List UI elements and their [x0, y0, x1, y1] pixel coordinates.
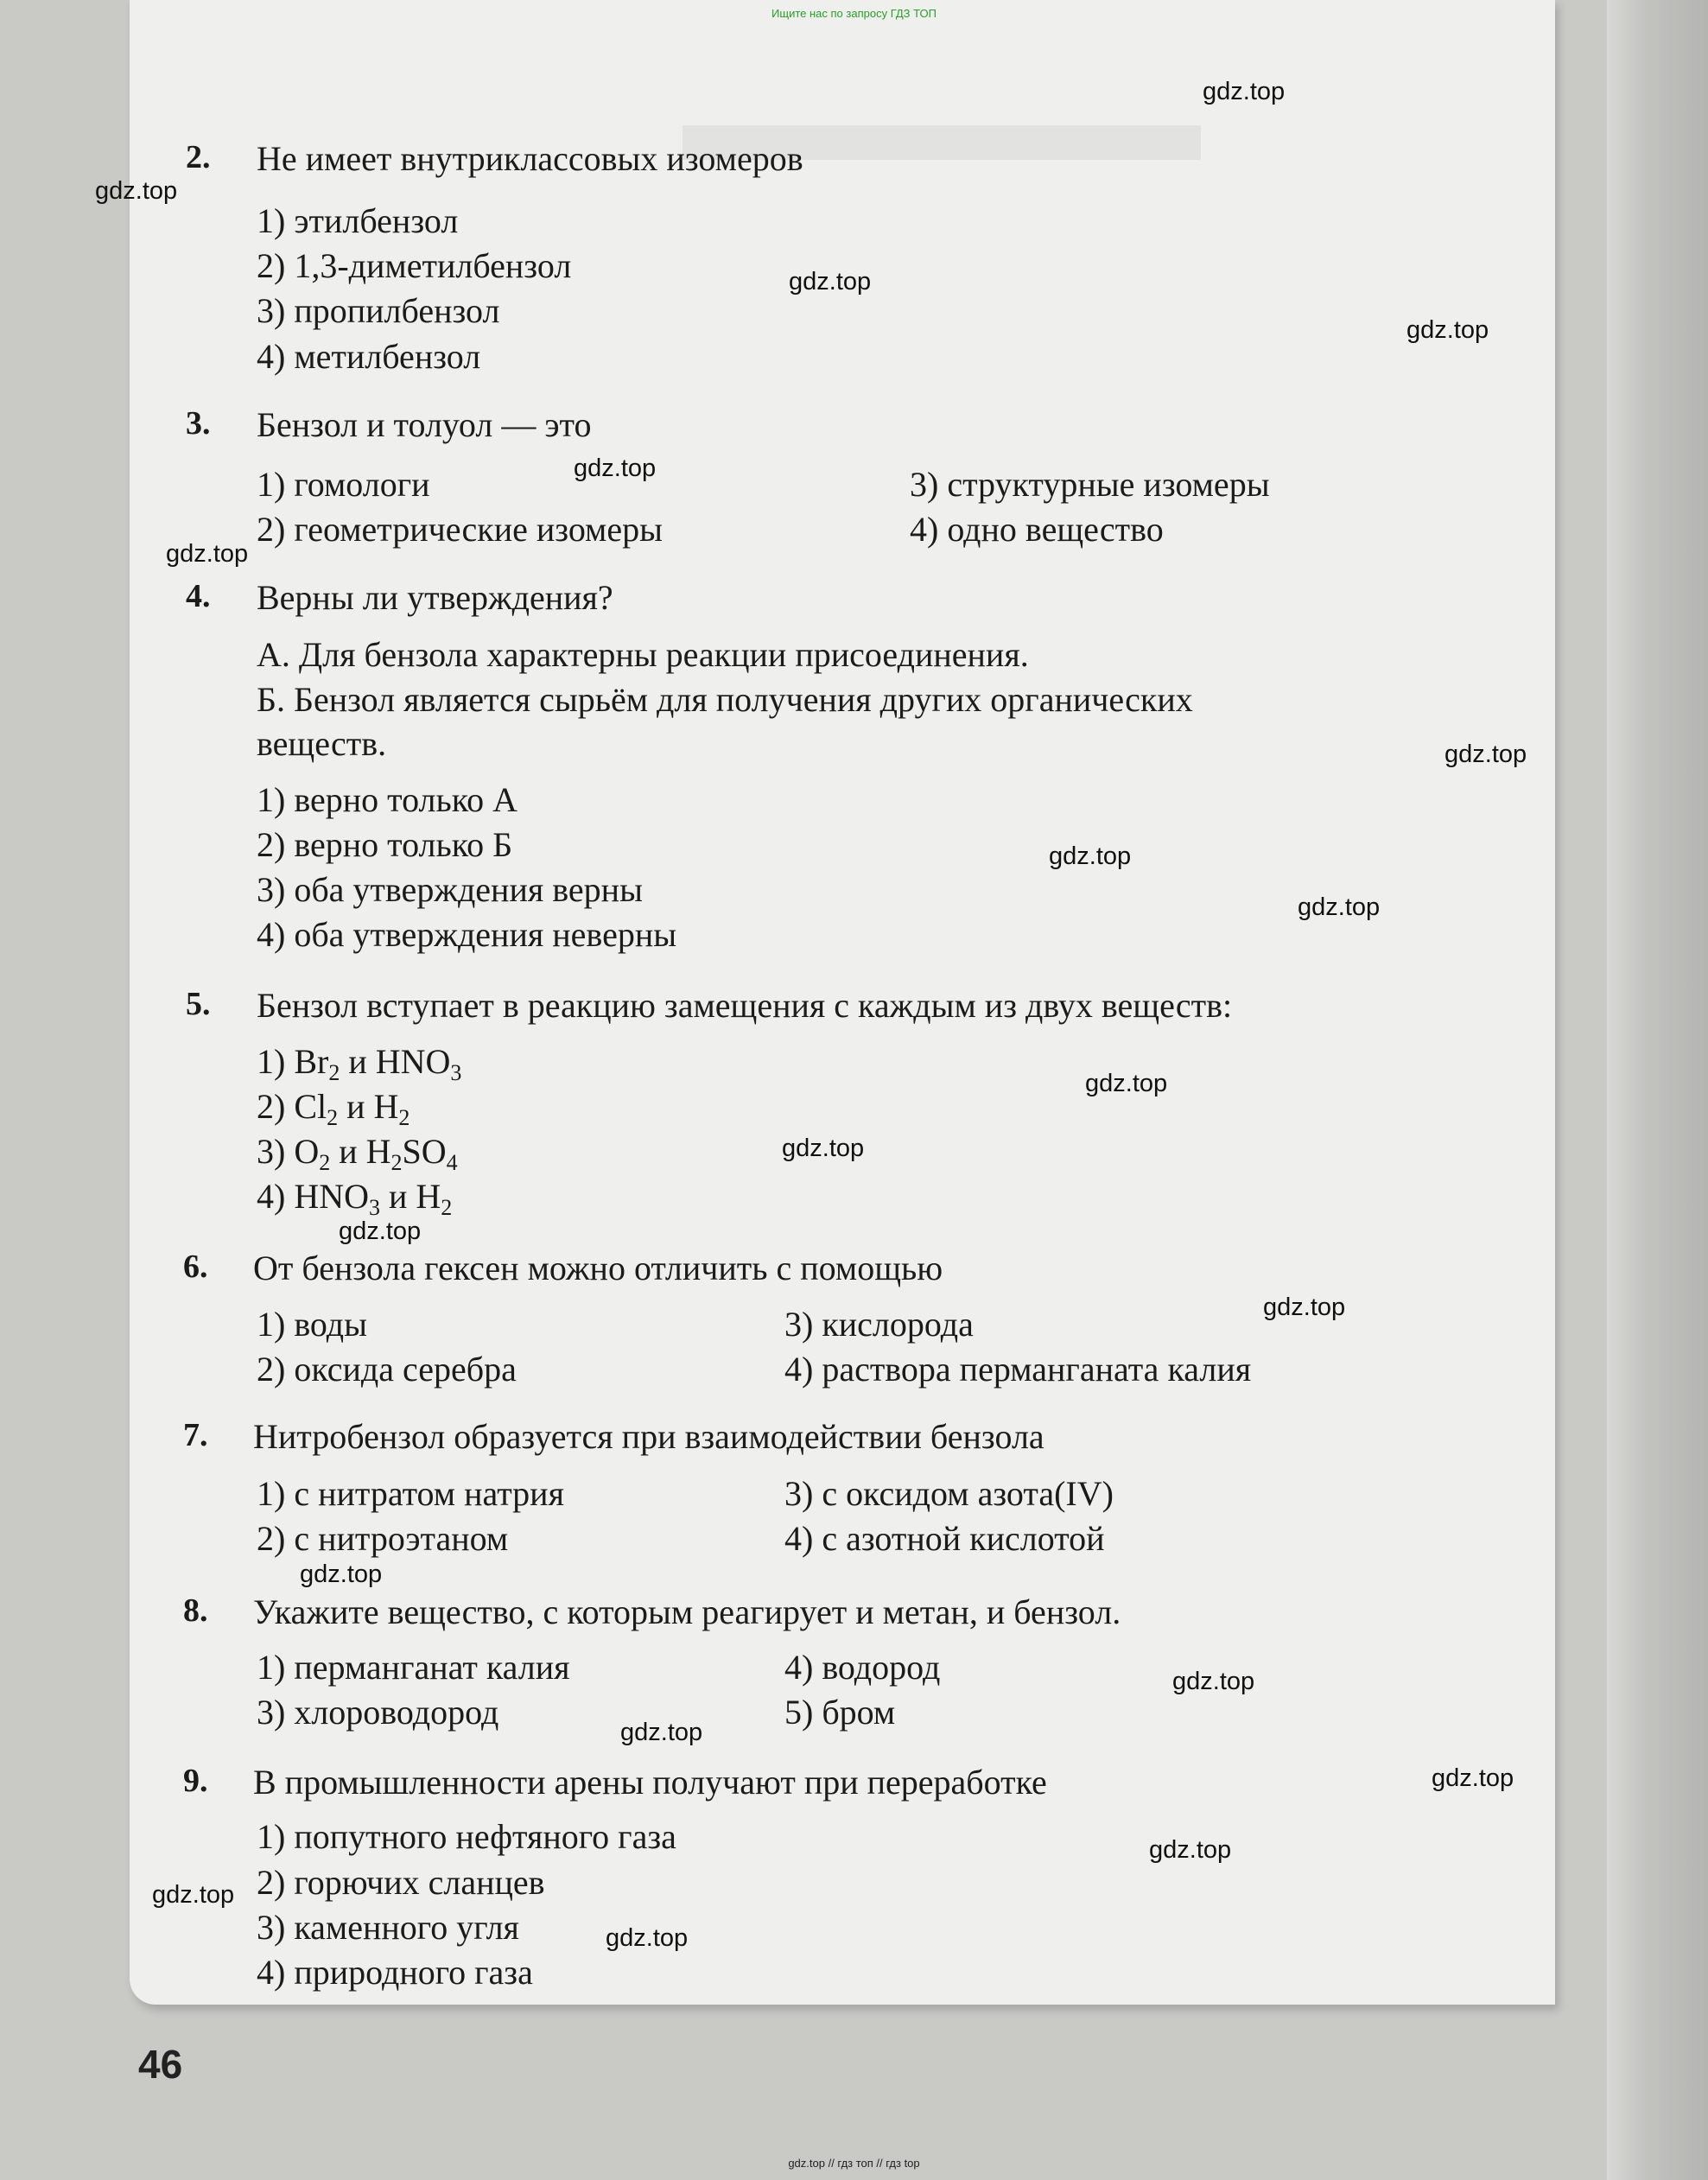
answer-option: 2) оксида серебра: [257, 1350, 517, 1389]
watermark: gdz.top: [1149, 1836, 1232, 1864]
answer-option: 3) структурные изомеры: [910, 465, 1270, 504]
answer-option: 3) каменного угля: [257, 1908, 519, 1947]
answer-option: 5) бром: [784, 1693, 896, 1732]
question-text: От бензола гексен можно отличить с помощью: [253, 1249, 943, 1287]
formula-part: SO: [402, 1132, 447, 1171]
question-number: 2.: [186, 139, 211, 175]
question-number: 7.: [183, 1417, 208, 1453]
answer-option: 3) пропилбензол: [257, 291, 500, 330]
answer-option: [257, 1176, 453, 1220]
answer-option: 4) одно вещество: [910, 510, 1164, 549]
formula-part: H: [365, 1132, 391, 1171]
question-text: Бензол и толуол — это: [257, 405, 592, 444]
question-number: 4.: [186, 578, 211, 614]
answer-option: 1) с нитратом натрия: [257, 1474, 564, 1513]
answer-option: 4) природного газа: [257, 1953, 533, 1992]
watermark: gdz.top: [606, 1924, 689, 1952]
answer-option: 4) метилбензол: [257, 337, 481, 376]
watermark: gdz.top: [1432, 1764, 1514, 1792]
formula-part: O: [294, 1132, 320, 1171]
subscript: 4: [446, 1150, 458, 1175]
answer-option: 2) с нитроэтаном: [257, 1519, 509, 1558]
question-number: 9.: [183, 1763, 208, 1799]
subscript: 2: [390, 1150, 403, 1175]
answer-option: 4) водород: [784, 1648, 941, 1687]
watermark: gdz.top: [1203, 78, 1286, 105]
statement-a: А. Для бензола характерны реакции присоединения.: [257, 635, 1029, 674]
answer-option: [257, 1041, 462, 1085]
page-number: 46: [138, 2042, 183, 2087]
answer-option: 1) воды: [257, 1305, 368, 1344]
subscript: 2: [328, 1060, 340, 1085]
answer-option: 3) оба утверждения верны: [257, 870, 643, 909]
answer-option: 2) горючих сланцев: [257, 1863, 545, 1902]
answer-option: [257, 1086, 410, 1130]
answer-option: 3) с оксидом азота(IV): [784, 1474, 1114, 1513]
question-text: Бензол вступает в реакцию замещения с каждым из двух веществ:: [257, 986, 1233, 1025]
watermark: gdz.top: [574, 454, 657, 482]
subscript: 2: [327, 1105, 339, 1130]
answer-option: 2) 1,3-диметилбензол: [257, 246, 572, 285]
watermark: gdz.top: [339, 1217, 422, 1245]
formula-part: HNO: [375, 1042, 451, 1081]
subscript: 2: [319, 1150, 331, 1175]
watermark: gdz.top: [1049, 842, 1132, 870]
formula-part: H: [416, 1177, 441, 1216]
formula-part: H: [373, 1087, 399, 1126]
formula-part: и: [380, 1177, 416, 1216]
subscript: 2: [398, 1105, 410, 1130]
answer-option: 3) кислорода: [784, 1305, 974, 1344]
option-prefix: 3): [257, 1132, 295, 1171]
statement-b-continued: веществ.: [257, 724, 387, 763]
watermark: gdz.top: [1085, 1070, 1168, 1097]
option-prefix: 1): [257, 1042, 295, 1081]
option-prefix: 4): [257, 1177, 295, 1216]
question-number: 6.: [183, 1249, 208, 1285]
answer-option: [257, 1131, 458, 1175]
watermark: gdz.top: [1172, 1668, 1255, 1695]
book-spine: [1607, 0, 1708, 2180]
formula-part: HNO: [294, 1177, 369, 1216]
answer-option: 1) верно только А: [257, 780, 518, 819]
bottom-banner: gdz.top // гдз топ // гдз top: [788, 2157, 920, 2170]
answer-option: 1) попутного нефтяного газа: [257, 1817, 676, 1856]
answer-option: 4) оба утверждения неверны: [257, 915, 677, 954]
watermark: gdz.top: [620, 1719, 703, 1746]
answer-option: 4) раствора перманганата калия: [784, 1350, 1252, 1389]
question-text: Не имеет внутриклассовых изомеров: [257, 139, 803, 178]
answer-option: 3) хлороводород: [257, 1693, 499, 1732]
watermark: gdz.top: [1298, 893, 1381, 921]
question-number: 5.: [186, 986, 211, 1022]
answer-option: 4) с азотной кислотой: [784, 1519, 1105, 1558]
question-number: 3.: [186, 405, 211, 442]
watermark: gdz.top: [789, 268, 872, 296]
answer-option: 2) верно только Б: [257, 825, 513, 864]
watermark: gdz.top: [166, 540, 249, 568]
top-banner: Ищите нас по запросу ГДЗ ТОП: [771, 7, 937, 20]
formula-part: Cl: [294, 1087, 327, 1126]
answer-option: 1) этилбензол: [257, 201, 459, 240]
formula-part: и: [340, 1042, 376, 1081]
formula-part: и: [338, 1087, 374, 1126]
watermark: gdz.top: [1444, 740, 1527, 768]
watermark: gdz.top: [300, 1560, 383, 1588]
subscript: 3: [450, 1060, 462, 1085]
watermark: gdz.top: [1406, 316, 1489, 344]
subscript: 2: [441, 1195, 453, 1220]
question-number: 8.: [183, 1592, 208, 1629]
question-text: В промышленности арены получают при переработке: [253, 1763, 1047, 1802]
question-text: Укажите вещество, с которым реагирует и метан, и бензол.: [253, 1592, 1121, 1631]
formula-part: и: [330, 1132, 366, 1171]
answer-option: 1) перманганат калия: [257, 1648, 570, 1687]
formula-part: Br: [294, 1042, 329, 1081]
watermark: gdz.top: [95, 177, 178, 205]
watermark: gdz.top: [152, 1881, 235, 1909]
watermark: gdz.top: [782, 1134, 865, 1162]
answer-option: 1) гомологи: [257, 465, 430, 504]
statement-b: Б. Бензол является сырьём для получения других органических: [257, 680, 1193, 719]
watermark: gdz.top: [1263, 1293, 1346, 1321]
option-prefix: 2): [257, 1087, 295, 1126]
question-text: Верны ли утверждения?: [257, 578, 613, 617]
answer-option: 2) геометрические изомеры: [257, 510, 663, 549]
subscript: 3: [369, 1195, 380, 1220]
question-text: Нитробензол образуется при взаимодействии бензола: [253, 1417, 1044, 1456]
